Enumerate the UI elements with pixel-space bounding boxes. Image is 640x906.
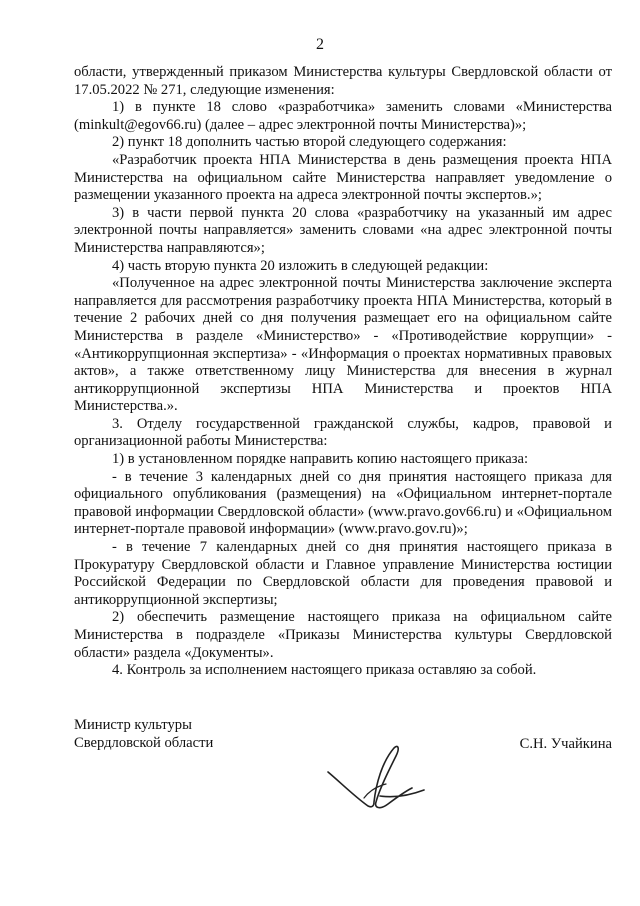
paragraph: - в течение 3 календарных дней со дня принятия настоящего приказа для официального опубликования (размещения) на «Официальном интернет-портале правовой информации Свердловской области» (www.pravo.gov66.ru) и «Официальном интернет-портале правовой информации» (www.pravo.gov.ru)»; bbox=[74, 468, 612, 538]
page-number: 2 bbox=[316, 36, 324, 53]
handwritten-signature bbox=[324, 726, 444, 816]
paragraph: «Разработчик проекта НПА Министерства в день размещения проекта НПА Министерства на официальном сайте Министерства направляет уведомление о размещении указанного проекта на адреса электронной почты экспертов.»; bbox=[74, 151, 612, 204]
paragraph: 1) в пункте 18 слово «разработчика» заменить словами «Министерства (minkult@egov66.ru) (далее – адрес электронной почты Министерства)»; bbox=[74, 99, 612, 133]
paragraph: области, утвержденный приказом Министерства культуры Свердловской области от 17.05.2022 № 271, следующие изменения: bbox=[74, 64, 612, 98]
signatory-title-line: Свердловской области bbox=[74, 735, 214, 751]
signatory-title bbox=[74, 716, 213, 752]
paragraph: 2) пункт 18 дополнить частью второй следующего содержания: bbox=[112, 134, 507, 151]
paragraph: «Полученное на адрес электронной почты Министерства заключение эксперта направляется для рассмотрения разработчику проекта НПА Министерства, который в течение 2 рабочих дней со дня получения размещает его на официальном сайте Министерства в разделе «Министерство» - «Противодействие коррупции» - «Антикоррупционная экспертиза» - «Информация о проектах нормативных правовых актов», а также ответственному лицу Министерства для внесения в журнал антикоррупционной экспертизы НПА Министерства и проектов НПА Министерства.». bbox=[74, 275, 612, 415]
paragraph: 3) в части первой пункта 20 слова «разработчику на указанный им адрес электронной почты направляется» заменить словами «на адрес электронной почты Министерства направляются»; bbox=[74, 204, 612, 256]
paragraph: - в течение 7 календарных дней со дня принятия настоящего приказа в Прокуратуру Свердловской области и Главное управление Министерства юстиции Российской Федерации по Свердловской области для проведения правовой и антикоррупционной экспертизы; bbox=[74, 539, 612, 608]
document-body bbox=[74, 64, 612, 680]
signature-block bbox=[74, 716, 612, 826]
paragraph: 1) в установленном порядке направить копию настоящего приказа: bbox=[112, 451, 529, 468]
paragraph: 3. Отделу государственной гражданской службы, кадров, правовой и организационной работы Министерства: bbox=[74, 415, 612, 450]
paragraph: 4) часть вторую пункта 20 изложить в следующей редакции: bbox=[112, 257, 489, 274]
paragraph: 2) обеспечить размещение настоящего приказа на официальном сайте Министерства в подразделе «Приказы Министерства культуры Свердловской области» раздела «Документы». bbox=[74, 609, 612, 661]
paragraph: 4. Контроль за исполнением настоящего приказа оставляю за собой. bbox=[112, 662, 537, 679]
signatory-name: С.Н. Учайкина bbox=[519, 736, 612, 752]
signatory-title-line: Министр культуры bbox=[74, 717, 192, 733]
